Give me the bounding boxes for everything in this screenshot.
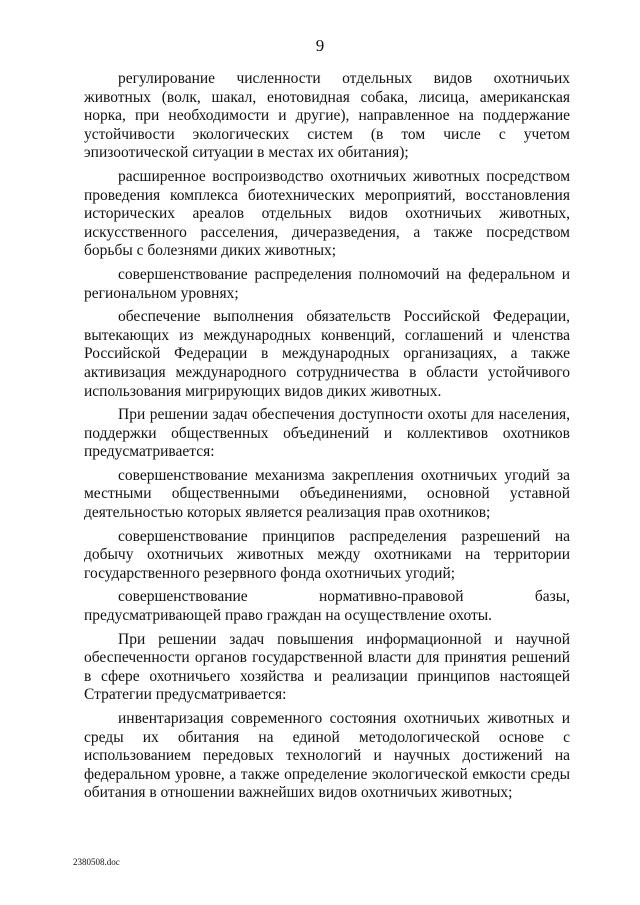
page-number: 9 bbox=[315, 36, 325, 55]
paragraph: совершенствование распределения полномочий на федеральном и региональном уровнях; bbox=[84, 265, 570, 302]
footer-filename: 2380508.doc bbox=[73, 857, 120, 867]
paragraph: При решении задач обеспечения доступности охоты для населения, поддержки общественных объединений и коллективов охотников предусматривается: bbox=[84, 406, 570, 461]
paragraph: инвентаризация современного состояния охотничьих животных и среды их обитания на единой методологической основе с использованием передовых технологий и научных достижений на федеральном уровне, а также определение экологической емкости среды обитания в отношении важнейших видов охотничьих животных; bbox=[84, 710, 570, 802]
paragraph: расширенное воспроизводство охотничьих животных посредством проведения комплекса биотехнических мероприятий, восстановления исторических ареалов отдельных видов охотничьих животных, искусственного расселения, дичеразведения, а также посредством борьбы с болезнями диких животных; bbox=[84, 167, 570, 260]
document-body bbox=[84, 70, 570, 808]
paragraph: совершенствование принципов распределения разрешений на добычу охотничьих животных между охотниками на территории государственного резервного фонда охотничьих угодий; bbox=[84, 527, 570, 582]
paragraph: регулирование численности отдельных видов охотничьих животных (волк, шакал, енотовидная собака, лисица, американская норка, при необходимости и другие), направленное на поддержание устойчивости экологических систем (в том числе с учетом эпизоотической ситуации в местах их обитания); bbox=[84, 70, 570, 162]
paragraph: При решении задач повышения информационной и научной обеспеченности органов государственной власти для принятия решений в сфере охотничьего хозяйства и реализации принципов настоящей Стратегии предусматривается: bbox=[84, 630, 570, 704]
paragraph: обеспечение выполнения обязательств Российской Федерации, вытекающих из международных конвенций, соглашений и членства Российской Федерации в международных организациях, а также активизация международного сотрудничества в области устойчивого использования мигрирующих видов диких животных. bbox=[84, 308, 570, 400]
paragraph: совершенствование нормативно-правовой базы, предусматривающей право граждан на осуществление охоты. bbox=[84, 588, 570, 625]
paragraph: совершенствование механизма закрепления охотничьих угодий за местными общественными объединениями, основной уставной деятельностью которых является реализация прав охотников; bbox=[84, 466, 570, 522]
